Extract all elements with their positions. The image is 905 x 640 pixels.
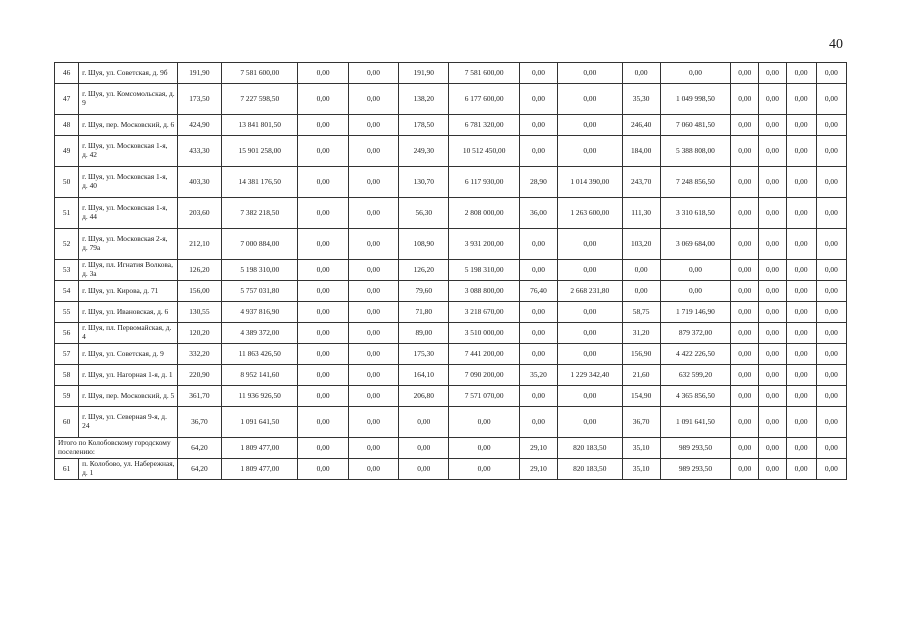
value-cell: 1 091 641,50 xyxy=(222,407,298,438)
value-cell: 6 781 320,00 xyxy=(449,115,519,136)
value-cell: 0,00 xyxy=(731,323,759,344)
row-number-cell: 59 xyxy=(55,386,79,407)
table-row xyxy=(55,438,847,459)
value-cell: 76,40 xyxy=(519,281,557,302)
value-cell: 36,00 xyxy=(519,198,557,229)
value-cell: 0,00 xyxy=(298,344,348,365)
value-cell: 1 809 477,00 xyxy=(222,459,298,480)
address-cell: г. Шуя, ул. Комсомольская, д. 9 xyxy=(79,84,178,115)
value-cell: 6 177 600,00 xyxy=(449,84,519,115)
value-cell: 184,00 xyxy=(622,136,660,167)
value-cell: 212,10 xyxy=(177,229,221,260)
value-cell: 103,20 xyxy=(622,229,660,260)
value-cell: 0,00 xyxy=(759,198,786,229)
page-number: 40 xyxy=(829,37,843,52)
value-cell: 0,00 xyxy=(786,302,816,323)
value-cell: 11 936 926,50 xyxy=(222,386,298,407)
value-cell: 175,30 xyxy=(399,344,449,365)
value-cell: 0,00 xyxy=(759,84,786,115)
value-cell: 58,75 xyxy=(622,302,660,323)
value-cell: 0,00 xyxy=(558,302,622,323)
value-cell: 0,00 xyxy=(816,438,846,459)
value-cell: 7 000 884,00 xyxy=(222,229,298,260)
address-cell: г. Шуя, ул. Московская 1-я, д. 42 xyxy=(79,136,178,167)
value-cell: 0,00 xyxy=(348,229,398,260)
value-cell: 0,00 xyxy=(731,386,759,407)
value-cell: 0,00 xyxy=(816,260,846,281)
value-cell: 11 863 426,50 xyxy=(222,344,298,365)
table-row xyxy=(55,167,847,198)
value-cell: 0,00 xyxy=(519,302,557,323)
table-row xyxy=(55,115,847,136)
value-cell: 5 388 808,00 xyxy=(660,136,730,167)
value-cell: 0,00 xyxy=(558,63,622,84)
value-cell: 0,00 xyxy=(759,459,786,480)
value-cell: 56,30 xyxy=(399,198,449,229)
row-number-cell: 56 xyxy=(55,323,79,344)
value-cell: 0,00 xyxy=(348,198,398,229)
value-cell: 7 227 598,50 xyxy=(222,84,298,115)
value-cell: 7 581 600,00 xyxy=(449,63,519,84)
value-cell: 0,00 xyxy=(759,136,786,167)
value-cell: 0,00 xyxy=(786,260,816,281)
value-cell: 0,00 xyxy=(731,344,759,365)
value-cell: 0,00 xyxy=(298,281,348,302)
value-cell: 0,00 xyxy=(786,136,816,167)
value-cell: 71,80 xyxy=(399,302,449,323)
address-cell: г. Шуя, ул. Московская 1-я, д. 44 xyxy=(79,198,178,229)
value-cell: 0,00 xyxy=(348,365,398,386)
value-cell: 0,00 xyxy=(298,260,348,281)
table-row xyxy=(55,63,847,84)
value-cell: 3 931 200,00 xyxy=(449,229,519,260)
value-cell: 0,00 xyxy=(731,302,759,323)
value-cell: 126,20 xyxy=(399,260,449,281)
value-cell: 0,00 xyxy=(298,302,348,323)
address-cell: г. Шуя, ул. Северная 9-я, д. 24 xyxy=(79,407,178,438)
value-cell: 0,00 xyxy=(786,386,816,407)
row-number-cell: 47 xyxy=(55,84,79,115)
value-cell: 0,00 xyxy=(816,198,846,229)
value-cell: 7 382 218,50 xyxy=(222,198,298,229)
value-cell: 332,20 xyxy=(177,344,221,365)
value-cell: 0,00 xyxy=(348,136,398,167)
row-number-cell: 55 xyxy=(55,302,79,323)
value-cell: 0,00 xyxy=(731,198,759,229)
value-cell: 28,90 xyxy=(519,167,557,198)
value-cell: 0,00 xyxy=(759,302,786,323)
address-cell: г. Шуя, ул. Московская 1-я, д. 40 xyxy=(79,167,178,198)
value-cell: 111,30 xyxy=(622,198,660,229)
value-cell: 0,00 xyxy=(786,459,816,480)
address-cell: п. Колобово, ул. Набережная, д. 1 xyxy=(79,459,178,480)
value-cell: 0,00 xyxy=(399,438,449,459)
value-cell: 29,10 xyxy=(519,438,557,459)
value-cell: 0,00 xyxy=(660,281,730,302)
row-number-cell: 50 xyxy=(55,167,79,198)
value-cell: 1 229 342,40 xyxy=(558,365,622,386)
value-cell: 5 198 310,00 xyxy=(449,260,519,281)
value-cell: 36,70 xyxy=(177,407,221,438)
value-cell: 79,60 xyxy=(399,281,449,302)
value-cell: 0,00 xyxy=(298,459,348,480)
value-cell: 0,00 xyxy=(519,63,557,84)
value-cell: 0,00 xyxy=(816,386,846,407)
value-cell: 7 441 200,00 xyxy=(449,344,519,365)
value-cell: 0,00 xyxy=(622,260,660,281)
value-cell: 0,00 xyxy=(731,167,759,198)
value-cell: 0,00 xyxy=(298,407,348,438)
value-cell: 0,00 xyxy=(759,323,786,344)
value-cell: 0,00 xyxy=(816,167,846,198)
value-cell: 4 389 372,00 xyxy=(222,323,298,344)
value-cell: 1 719 146,90 xyxy=(660,302,730,323)
value-cell: 0,00 xyxy=(786,84,816,115)
row-number-cell: 46 xyxy=(55,63,79,84)
value-cell: 243,70 xyxy=(622,167,660,198)
value-cell: 3 088 800,00 xyxy=(449,281,519,302)
row-number-cell: 49 xyxy=(55,136,79,167)
value-cell: 0,00 xyxy=(348,281,398,302)
value-cell: 154,90 xyxy=(622,386,660,407)
value-cell: 0,00 xyxy=(298,198,348,229)
row-number-cell: 53 xyxy=(55,260,79,281)
value-cell: 0,00 xyxy=(558,344,622,365)
value-cell: 0,00 xyxy=(816,344,846,365)
value-cell: 1 014 390,00 xyxy=(558,167,622,198)
value-cell: 989 293,50 xyxy=(660,459,730,480)
value-cell: 35,30 xyxy=(622,84,660,115)
housing-program-table xyxy=(54,62,847,480)
row-number-cell: 61 xyxy=(55,459,79,480)
value-cell: 64,20 xyxy=(177,459,221,480)
value-cell: 0,00 xyxy=(731,63,759,84)
value-cell: 0,00 xyxy=(558,386,622,407)
value-cell: 15 901 258,00 xyxy=(222,136,298,167)
value-cell: 0,00 xyxy=(816,115,846,136)
value-cell: 0,00 xyxy=(786,115,816,136)
value-cell: 130,70 xyxy=(399,167,449,198)
value-cell: 0,00 xyxy=(558,115,622,136)
value-cell: 191,90 xyxy=(399,63,449,84)
row-number-cell: 52 xyxy=(55,229,79,260)
value-cell: 126,20 xyxy=(177,260,221,281)
value-cell: 0,00 xyxy=(759,386,786,407)
value-cell: 0,00 xyxy=(786,281,816,302)
value-cell: 0,00 xyxy=(786,229,816,260)
value-cell: 1 049 998,50 xyxy=(660,84,730,115)
row-number-cell: 51 xyxy=(55,198,79,229)
value-cell: 164,10 xyxy=(399,365,449,386)
value-cell: 0,00 xyxy=(786,344,816,365)
value-cell: 0,00 xyxy=(298,386,348,407)
value-cell: 4 937 816,90 xyxy=(222,302,298,323)
value-cell: 0,00 xyxy=(759,365,786,386)
value-cell: 0,00 xyxy=(816,63,846,84)
value-cell: 820 183,50 xyxy=(558,438,622,459)
value-cell: 0,00 xyxy=(348,344,398,365)
table-row xyxy=(55,136,847,167)
value-cell: 0,00 xyxy=(298,63,348,84)
value-cell: 108,90 xyxy=(399,229,449,260)
value-cell: 0,00 xyxy=(731,438,759,459)
value-cell: 0,00 xyxy=(558,323,622,344)
value-cell: 0,00 xyxy=(786,407,816,438)
value-cell: 0,00 xyxy=(348,115,398,136)
value-cell: 0,00 xyxy=(519,136,557,167)
value-cell: 0,00 xyxy=(786,63,816,84)
table-row xyxy=(55,84,847,115)
value-cell: 178,50 xyxy=(399,115,449,136)
address-cell: г. Шуя, ул. Нагорная 1-я, д. 1 xyxy=(79,365,178,386)
value-cell: 0,00 xyxy=(731,115,759,136)
value-cell: 0,00 xyxy=(786,365,816,386)
value-cell: 0,00 xyxy=(298,323,348,344)
value-cell: 0,00 xyxy=(519,344,557,365)
value-cell: 0,00 xyxy=(298,438,348,459)
value-cell: 0,00 xyxy=(519,260,557,281)
value-cell: 0,00 xyxy=(449,438,519,459)
value-cell: 0,00 xyxy=(816,84,846,115)
value-cell: 0,00 xyxy=(731,281,759,302)
value-cell: 3 069 684,00 xyxy=(660,229,730,260)
value-cell: 0,00 xyxy=(399,407,449,438)
value-cell: 5 757 031,80 xyxy=(222,281,298,302)
value-cell: 0,00 xyxy=(731,365,759,386)
value-cell: 0,00 xyxy=(759,167,786,198)
address-cell: г. Шуя, ул. Московская 2-я, д. 79а xyxy=(79,229,178,260)
value-cell: 206,80 xyxy=(399,386,449,407)
value-cell: 31,20 xyxy=(622,323,660,344)
value-cell: 0,00 xyxy=(759,260,786,281)
value-cell: 0,00 xyxy=(519,386,557,407)
value-cell: 36,70 xyxy=(622,407,660,438)
table-row xyxy=(55,229,847,260)
value-cell: 5 198 310,00 xyxy=(222,260,298,281)
value-cell: 4 422 226,50 xyxy=(660,344,730,365)
value-cell: 0,00 xyxy=(816,302,846,323)
value-cell: 0,00 xyxy=(816,459,846,480)
value-cell: 35,20 xyxy=(519,365,557,386)
value-cell: 0,00 xyxy=(816,323,846,344)
value-cell: 191,90 xyxy=(177,63,221,84)
value-cell: 0,00 xyxy=(731,260,759,281)
value-cell: 989 293,50 xyxy=(660,438,730,459)
value-cell: 7 248 856,50 xyxy=(660,167,730,198)
value-cell: 130,55 xyxy=(177,302,221,323)
address-cell: г. Шуя, пл. Игнатия Волкова, д. 3а xyxy=(79,260,178,281)
value-cell: 0,00 xyxy=(816,229,846,260)
value-cell: 0,00 xyxy=(731,459,759,480)
value-cell: 0,00 xyxy=(298,229,348,260)
value-cell: 0,00 xyxy=(298,84,348,115)
value-cell: 173,50 xyxy=(177,84,221,115)
value-cell: 0,00 xyxy=(348,323,398,344)
value-cell: 246,40 xyxy=(622,115,660,136)
value-cell: 0,00 xyxy=(786,167,816,198)
value-cell: 0,00 xyxy=(519,407,557,438)
value-cell: 10 512 450,00 xyxy=(449,136,519,167)
value-cell: 0,00 xyxy=(348,260,398,281)
table-row xyxy=(55,365,847,386)
value-cell: 35,10 xyxy=(622,438,660,459)
table-row xyxy=(55,281,847,302)
value-cell: 0,00 xyxy=(519,115,557,136)
table-row xyxy=(55,323,847,344)
value-cell: 0,00 xyxy=(449,407,519,438)
value-cell: 0,00 xyxy=(759,229,786,260)
value-cell: 21,60 xyxy=(622,365,660,386)
value-cell: 0,00 xyxy=(786,438,816,459)
value-cell: 0,00 xyxy=(298,136,348,167)
value-cell: 0,00 xyxy=(348,438,398,459)
row-number-cell: 60 xyxy=(55,407,79,438)
value-cell: 0,00 xyxy=(660,63,730,84)
value-cell: 0,00 xyxy=(759,344,786,365)
value-cell: 0,00 xyxy=(298,115,348,136)
value-cell: 156,90 xyxy=(622,344,660,365)
value-cell: 0,00 xyxy=(558,136,622,167)
value-cell: 433,30 xyxy=(177,136,221,167)
value-cell: 0,00 xyxy=(348,459,398,480)
table-row xyxy=(55,407,847,438)
value-cell: 0,00 xyxy=(786,198,816,229)
value-cell: 156,00 xyxy=(177,281,221,302)
value-cell: 0,00 xyxy=(558,229,622,260)
address-cell: г. Шуя, ул. Ивановская, д. 6 xyxy=(79,302,178,323)
value-cell: 7 090 200,00 xyxy=(449,365,519,386)
value-cell: 0,00 xyxy=(759,281,786,302)
value-cell: 3 510 000,00 xyxy=(449,323,519,344)
table-row xyxy=(55,198,847,229)
table-row xyxy=(55,260,847,281)
value-cell: 35,10 xyxy=(622,459,660,480)
value-cell: 89,00 xyxy=(399,323,449,344)
address-cell: г. Шуя, пл. Первомайская, д. 4 xyxy=(79,323,178,344)
value-cell: 0,00 xyxy=(558,407,622,438)
value-cell: 0,00 xyxy=(759,63,786,84)
value-cell: 8 952 141,60 xyxy=(222,365,298,386)
table-row xyxy=(55,386,847,407)
value-cell: 0,00 xyxy=(816,136,846,167)
value-cell: 0,00 xyxy=(298,167,348,198)
value-cell: 361,70 xyxy=(177,386,221,407)
table-row xyxy=(55,344,847,365)
row-number-cell: 54 xyxy=(55,281,79,302)
table-row xyxy=(55,459,847,480)
value-cell: 7 571 070,00 xyxy=(449,386,519,407)
value-cell: 0,00 xyxy=(759,115,786,136)
total-label-cell: Итого по Колобовскому городскому поселению: xyxy=(55,438,178,459)
value-cell: 138,20 xyxy=(399,84,449,115)
value-cell: 0,00 xyxy=(348,63,398,84)
value-cell: 0,00 xyxy=(558,84,622,115)
table-row xyxy=(55,302,847,323)
value-cell: 0,00 xyxy=(731,407,759,438)
value-cell: 0,00 xyxy=(558,260,622,281)
value-cell: 879 372,00 xyxy=(660,323,730,344)
value-cell: 13 841 801,50 xyxy=(222,115,298,136)
row-number-cell: 57 xyxy=(55,344,79,365)
value-cell: 0,00 xyxy=(399,459,449,480)
value-cell: 0,00 xyxy=(731,229,759,260)
value-cell: 220,90 xyxy=(177,365,221,386)
address-cell: г. Шуя, пер. Московский, д. 5 xyxy=(79,386,178,407)
value-cell: 0,00 xyxy=(660,260,730,281)
address-cell: г. Шуя, ул. Кирова, д. 71 xyxy=(79,281,178,302)
value-cell: 1 809 477,00 xyxy=(222,438,298,459)
value-cell: 64,20 xyxy=(177,438,221,459)
value-cell: 0,00 xyxy=(816,407,846,438)
value-cell: 424,90 xyxy=(177,115,221,136)
value-cell: 0,00 xyxy=(786,323,816,344)
value-cell: 0,00 xyxy=(759,407,786,438)
value-cell: 1 091 641,50 xyxy=(660,407,730,438)
value-cell: 249,30 xyxy=(399,136,449,167)
value-cell: 0,00 xyxy=(348,302,398,323)
value-cell: 0,00 xyxy=(298,365,348,386)
value-cell: 7 581 600,00 xyxy=(222,63,298,84)
value-cell: 403,30 xyxy=(177,167,221,198)
value-cell: 0,00 xyxy=(622,281,660,302)
value-cell: 0,00 xyxy=(519,323,557,344)
value-cell: 14 381 176,50 xyxy=(222,167,298,198)
value-cell: 0,00 xyxy=(731,84,759,115)
value-cell: 0,00 xyxy=(348,407,398,438)
value-cell: 0,00 xyxy=(348,167,398,198)
value-cell: 0,00 xyxy=(816,281,846,302)
value-cell: 0,00 xyxy=(348,386,398,407)
value-cell: 7 060 481,50 xyxy=(660,115,730,136)
address-cell: г. Шуя, ул. Советская, д. 9б xyxy=(79,63,178,84)
value-cell: 0,00 xyxy=(622,63,660,84)
value-cell: 632 599,20 xyxy=(660,365,730,386)
value-cell: 2 668 231,80 xyxy=(558,281,622,302)
row-number-cell: 58 xyxy=(55,365,79,386)
value-cell: 1 263 600,00 xyxy=(558,198,622,229)
value-cell: 6 117 930,00 xyxy=(449,167,519,198)
value-cell: 203,60 xyxy=(177,198,221,229)
value-cell: 0,00 xyxy=(519,229,557,260)
value-cell: 0,00 xyxy=(731,136,759,167)
value-cell: 3 218 670,00 xyxy=(449,302,519,323)
value-cell: 0,00 xyxy=(759,438,786,459)
value-cell: 0,00 xyxy=(449,459,519,480)
value-cell: 2 808 000,00 xyxy=(449,198,519,229)
value-cell: 120,20 xyxy=(177,323,221,344)
value-cell: 820 183,50 xyxy=(558,459,622,480)
value-cell: 0,00 xyxy=(348,84,398,115)
value-cell: 3 310 618,50 xyxy=(660,198,730,229)
address-cell: г. Шуя, ул. Советская, д. 9 xyxy=(79,344,178,365)
address-cell: г. Шуя, пер. Московский, д. 6 xyxy=(79,115,178,136)
value-cell: 0,00 xyxy=(519,84,557,115)
row-number-cell: 48 xyxy=(55,115,79,136)
value-cell: 0,00 xyxy=(816,365,846,386)
value-cell: 29,10 xyxy=(519,459,557,480)
value-cell: 4 365 856,50 xyxy=(660,386,730,407)
